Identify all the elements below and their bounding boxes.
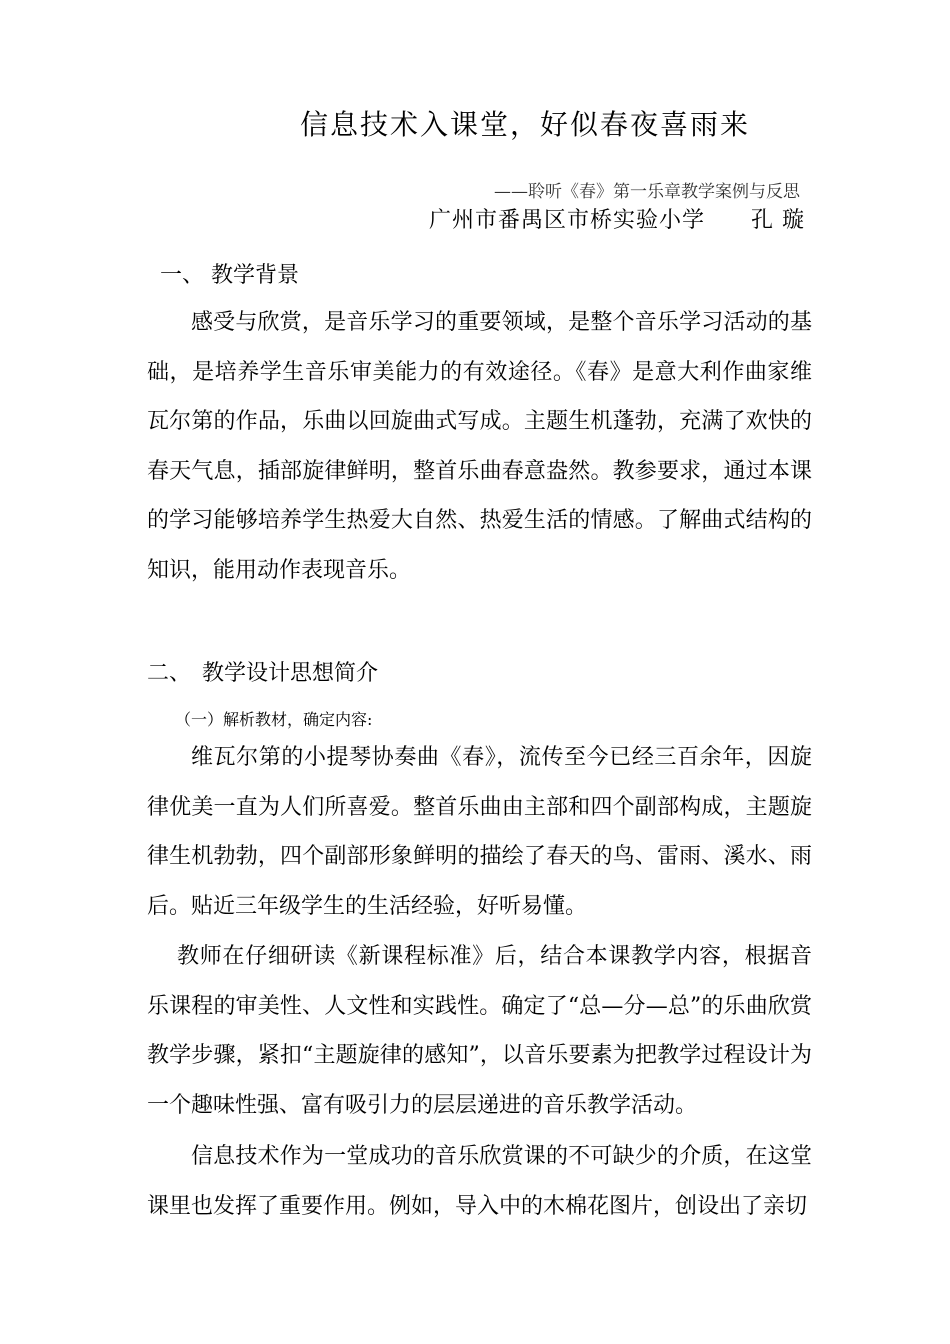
paragraph-curriculum: 教师在仔细研读《新课程标准》后，结合本课教学内容，根据音乐课程的审美性、人文性和实践性。确定了“总—分—总”的乐曲欣赏教学步骤，紧扣“主题旋律的感知”，以音乐要素为把教学过程设计为一个趣味性强、富有吸引力的层层递进的音乐教学活动。 — [147, 944, 812, 1118]
section-heading-background: 一、 教学背景 — [160, 263, 299, 288]
paragraph-background: 感受与欣赏，是音乐学习的重要领域，是整个音乐学习活动的基础，是培养学生音乐审美能力的有效途径。《春》是意大利作曲家维瓦尔第的作品，乐曲以回旋曲式写成。主题生机蓬勃，充满了欢快的春天气息，插部旋律鲜明，整首乐曲春意盎然。教参要求，通过本课的学习能够培养学生热爱大自然、热爱生活的情感。了解曲式结构的知识，能用动作表现音乐。 — [147, 310, 812, 583]
author-line: 广州市番禺区市桥实验小学 孔 璇 — [429, 208, 805, 233]
paragraph-material: 维瓦尔第的小提琴协奏曲《春》，流传至今已经三百余年，因旋律优美一直为人们所喜爱。整首乐曲由主部和四个副部构成，主题旋律生机勃勃，四个副部形象鲜明的描绘了春天的鸟、雷雨、溪水、雨后。贴近三年级学生的生活经验，好听易懂。 — [147, 745, 812, 919]
subsection-heading: （一）解析教材，确定内容: — [175, 710, 373, 729]
section-heading-design: 二、 教学设计思想简介 — [147, 661, 379, 686]
document-subtitle: ——聆听《春》第一乐章教学案例与反思 — [494, 182, 800, 202]
paragraph-it: 信息技术作为一堂成功的音乐欣赏课的不可缺少的介质，在这堂课里也发挥了重要作用。例如，导入中的木棉花图片，创设出了亲切 — [147, 1144, 812, 1219]
document-title: 信息技术入课堂，好似春夜喜雨来 — [300, 108, 751, 141]
